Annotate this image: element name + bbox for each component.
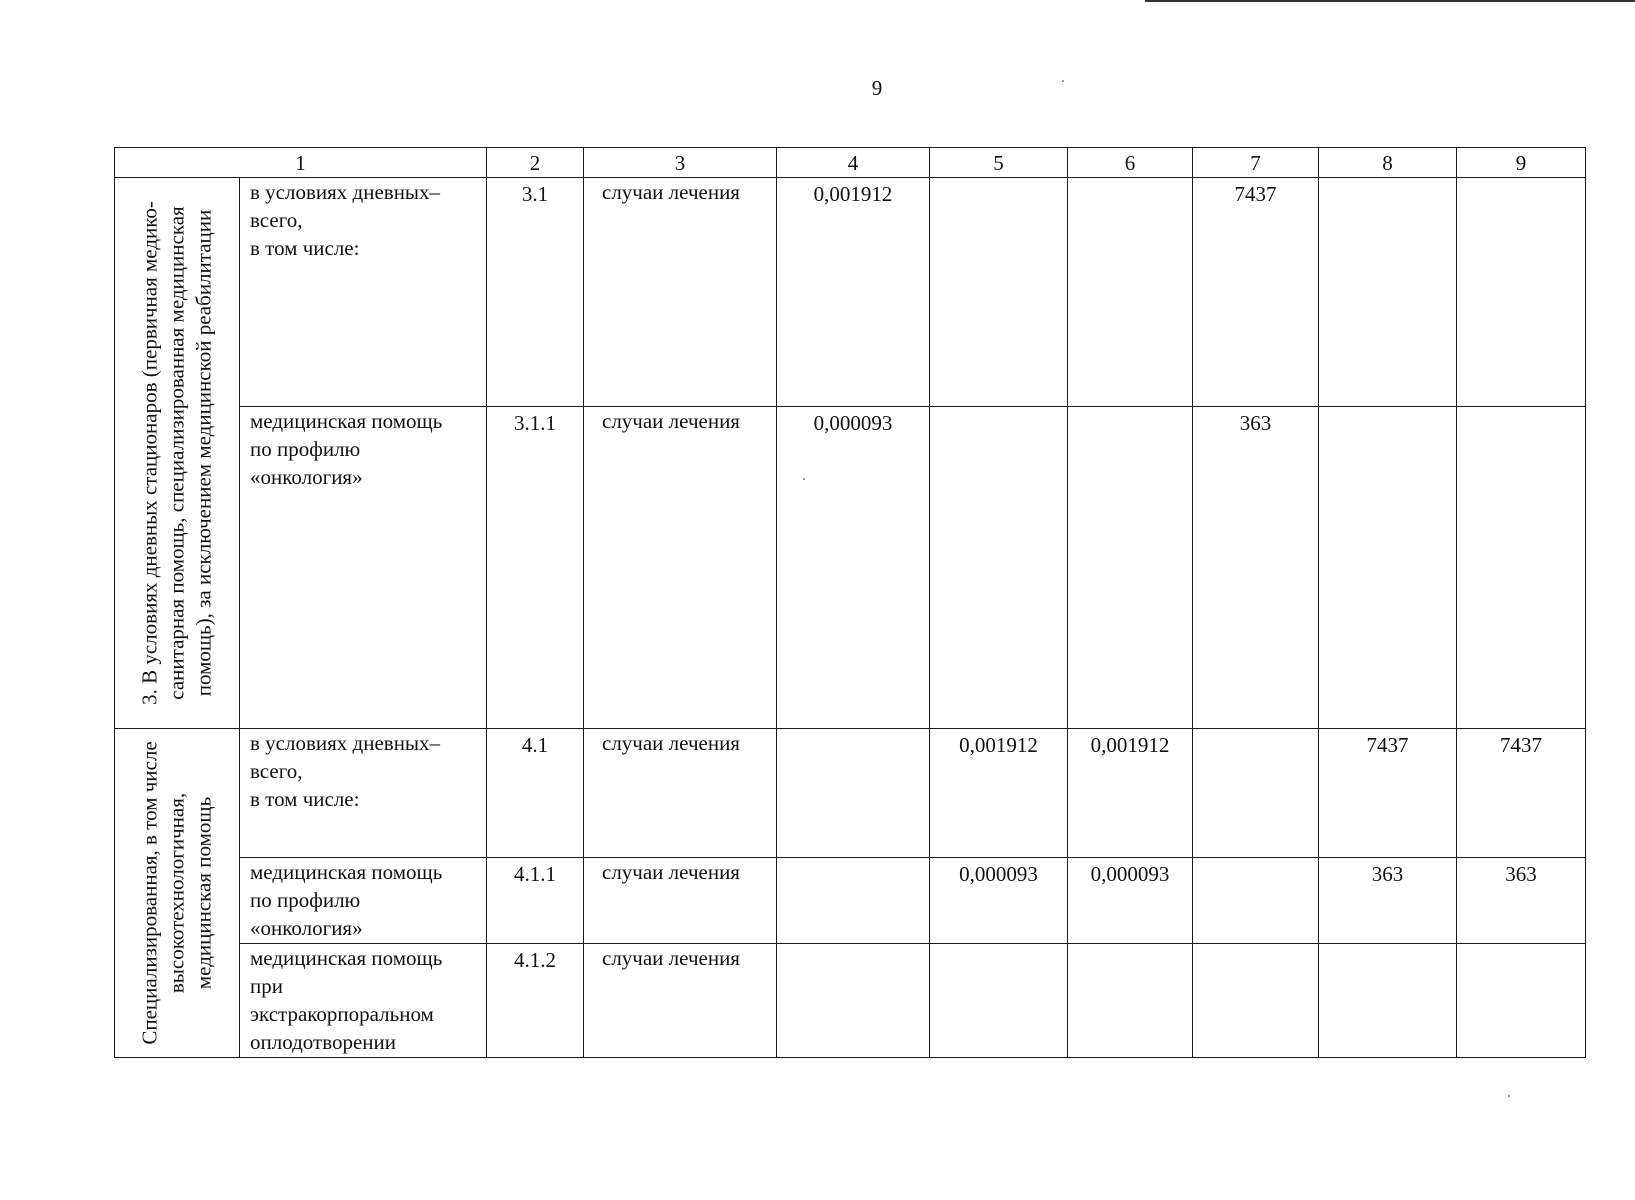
cell-col5: 0,000093 bbox=[930, 858, 1068, 944]
table-row bbox=[115, 178, 1586, 407]
cell-col8 bbox=[1319, 178, 1457, 407]
cell-col7 bbox=[1193, 729, 1319, 858]
scan-speck bbox=[1508, 1095, 1510, 1097]
cell-col6: 0,001912 bbox=[1068, 729, 1193, 858]
table-row bbox=[115, 858, 1586, 944]
section-3-title: 3. В условиях дневных стационаров (первичная медико-санитарная помощь, специализированная медицинская помощь), за исключением медицинской реабилитации bbox=[137, 201, 216, 705]
cell-col9 bbox=[1457, 944, 1586, 1058]
cell-col6 bbox=[1068, 178, 1193, 407]
cell-col6 bbox=[1068, 944, 1193, 1058]
row-code: 3.1.1 bbox=[487, 407, 584, 729]
cell-col4 bbox=[777, 944, 930, 1058]
column-number-6: 6 bbox=[1068, 148, 1193, 178]
column-number-row bbox=[115, 148, 1586, 178]
cell-col8: 363 bbox=[1319, 858, 1457, 944]
cell-col5 bbox=[930, 178, 1068, 407]
row-name: медицинская помощь при экстракорпоральном оплодотворении bbox=[240, 944, 487, 1058]
cell-col7: 7437 bbox=[1193, 178, 1319, 407]
cell-col4: 0,000093 bbox=[777, 407, 930, 729]
section-4-title-cell bbox=[115, 729, 240, 1058]
column-number-1: 1 bbox=[115, 148, 487, 178]
column-number-5: 5 bbox=[930, 148, 1068, 178]
row-code: 4.1 bbox=[487, 729, 584, 858]
cell-col5 bbox=[930, 407, 1068, 729]
table-row bbox=[115, 729, 1586, 858]
row-unit: случаи лечения bbox=[584, 178, 777, 407]
column-number-4: 4 bbox=[777, 148, 930, 178]
cell-col8: 7437 bbox=[1319, 729, 1457, 858]
row-name: в условиях дневных– всего, в том числе: bbox=[240, 178, 487, 407]
column-number-7: 7 bbox=[1193, 148, 1319, 178]
cell-col9 bbox=[1457, 178, 1586, 407]
column-number-3: 3 bbox=[584, 148, 777, 178]
row-name: в условиях дневных– всего, в том числе: bbox=[240, 729, 487, 858]
section-4-title: Специализированная, в том числе высокотехнологичная, медицинская помощь bbox=[137, 741, 216, 1045]
cell-col5 bbox=[930, 944, 1068, 1058]
table-row bbox=[115, 407, 1586, 729]
row-name: медицинская помощь по профилю «онкология» bbox=[240, 858, 487, 944]
cell-col5: 0,001912 bbox=[930, 729, 1068, 858]
table-row bbox=[115, 944, 1586, 1058]
cell-col9 bbox=[1457, 407, 1586, 729]
data-table bbox=[114, 147, 1586, 1058]
cell-col4: 0,001912 bbox=[777, 178, 930, 407]
row-code: 3.1 bbox=[487, 178, 584, 407]
row-unit: случаи лечения bbox=[584, 407, 777, 729]
cell-col8 bbox=[1319, 407, 1457, 729]
row-name: медицинская помощь по профилю «онкология» bbox=[240, 407, 487, 729]
row-code: 4.1.1 bbox=[487, 858, 584, 944]
scan-speck bbox=[1062, 80, 1064, 82]
cell-col8 bbox=[1319, 944, 1457, 1058]
page-number: 9 bbox=[871, 76, 883, 100]
cell-col7 bbox=[1193, 944, 1319, 1058]
cell-col9: 363 bbox=[1457, 858, 1586, 944]
scan-edge-line bbox=[1145, 0, 1635, 2]
row-code: 4.1.2 bbox=[487, 944, 584, 1058]
cell-col7 bbox=[1193, 858, 1319, 944]
row-unit: случаи лечения bbox=[584, 944, 777, 1058]
column-number-8: 8 bbox=[1319, 148, 1457, 178]
cell-col7: 363 bbox=[1193, 407, 1319, 729]
cell-col6: 0,000093 bbox=[1068, 858, 1193, 944]
row-unit: случаи лечения bbox=[584, 858, 777, 944]
cell-col4 bbox=[777, 858, 930, 944]
cell-col6 bbox=[1068, 407, 1193, 729]
cell-col4 bbox=[777, 729, 930, 858]
column-number-9: 9 bbox=[1457, 148, 1586, 178]
section-3-title-cell bbox=[115, 178, 240, 729]
cell-col9: 7437 bbox=[1457, 729, 1586, 858]
column-number-2: 2 bbox=[487, 148, 584, 178]
row-unit: случаи лечения bbox=[584, 729, 777, 858]
